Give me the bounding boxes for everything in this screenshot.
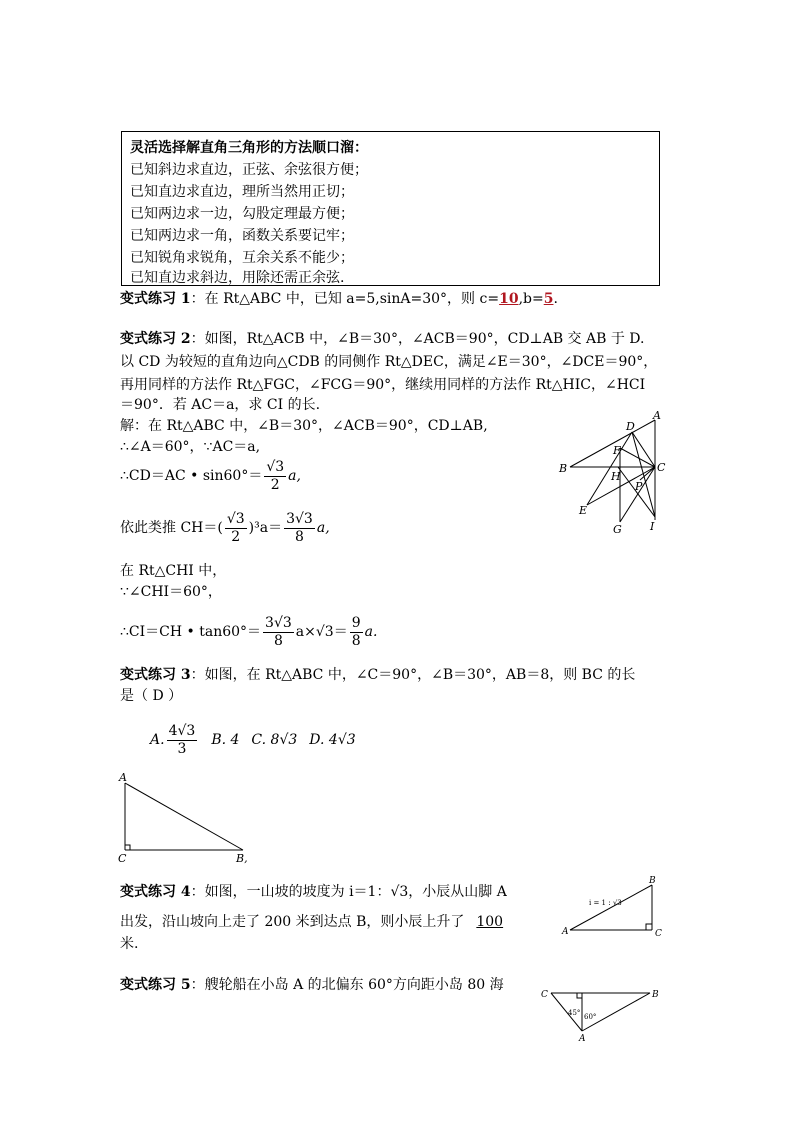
exercise-1-b-answer: 5 — [543, 291, 554, 307]
fraction-num: 4√3 — [168, 723, 196, 740]
segment-dc — [632, 432, 655, 467]
solution-line-3-pre: ∴CD＝AC • sin60°＝ — [120, 468, 263, 484]
fig4-slope-label: i = 1 : √3 — [589, 899, 622, 907]
fig2-label-i: I — [650, 520, 655, 533]
exercise-3-line-1 — [120, 668, 635, 682]
exercise-3-line-2: 是（ D ） — [120, 688, 183, 704]
solution-line-6: ∵∠CHI＝60°， — [120, 584, 222, 600]
exercise-4-line-3: 米. — [120, 936, 139, 952]
exercise-1-end: . — [553, 291, 558, 307]
right-angle-mark — [577, 993, 582, 998]
fraction-num: 3√3 — [265, 615, 292, 632]
segment-extra — [632, 432, 655, 517]
fig5-label-c: C — [541, 990, 548, 1000]
fig5-angle-45: 45° — [568, 1009, 581, 1017]
solution-line-2: ∴∠A＝60°，∵AC＝a, — [120, 439, 261, 455]
fraction-den: 2 — [270, 476, 280, 493]
exercise-1-label: 变式练习 1 — [120, 291, 191, 307]
fig3-label-c: C — [118, 852, 127, 865]
exercise-2-figure — [555, 408, 675, 538]
fig2-label-d: D — [626, 420, 635, 433]
rhyme-line-6: 已知直边求斜边，用除还需正余弦. — [130, 270, 345, 286]
exercise-4-answer: 100 — [476, 914, 504, 930]
solution-line-4-post: a, — [316, 520, 330, 536]
solution-line-5: 在 Rt△CHI 中， — [120, 563, 227, 579]
fraction-den: 8 — [273, 632, 283, 649]
fraction — [284, 511, 315, 544]
exercise-2-line-2: 以 CD 为较短的直角边向△CDB 的同侧作 Rt△DEC，满足∠E＝30°，∠DCE＝90°， — [120, 354, 658, 370]
rhyme-line-1: 已知斜边求直边，正弦、余弦很方便； — [130, 162, 368, 178]
fig5-label-b: B — [652, 990, 659, 1000]
segment-de — [587, 432, 632, 505]
solution-line-3 — [120, 456, 301, 496]
fraction — [225, 511, 247, 544]
segment-ab — [582, 993, 650, 1031]
fig2-label-p: P — [635, 480, 643, 493]
fig5-label-a: A — [579, 1034, 586, 1043]
segment-ab — [570, 885, 652, 930]
fig3-label-a: A — [119, 771, 127, 784]
exercise-3-figure — [115, 770, 255, 865]
rhyme-line-5: 已知锐角求锐角，互余关系不能少； — [130, 250, 354, 266]
fig2-label-a: A — [653, 409, 661, 422]
exercise-5-label: 变式练习 5 — [120, 977, 191, 993]
fig4-label-a: A — [562, 927, 569, 937]
exercise-2-line-4: ＝90°．若 AC＝a，求 CI 的长. — [120, 397, 321, 413]
fig2-label-c: C — [657, 461, 666, 474]
rhyme-line-4: 已知两边求一角，函数关系要记牢； — [130, 228, 354, 244]
exercise-4-text-1: ：如图，一山坡的坡度为 i＝1：√3，小辰从山脚 A — [190, 884, 507, 900]
exercise-5-line-1 — [120, 978, 504, 992]
right-angle-mark — [646, 924, 652, 930]
fraction — [350, 615, 363, 648]
solution-line-4 — [120, 508, 330, 548]
fig2-label-g: G — [613, 523, 622, 536]
solution-line-7-pre: ∴CI＝CH • tan60°＝ — [120, 624, 262, 640]
exercise-2-label: 变式练习 2 — [120, 331, 191, 347]
right-angle-mark — [125, 845, 130, 850]
fraction-num: √3 — [266, 459, 285, 476]
option-c: C. 8√3 — [251, 732, 298, 748]
fraction-num: 9 — [351, 615, 361, 632]
exercise-5-figure — [538, 983, 664, 1043]
solution-line-1: 解：在 Rt△ABC 中，∠B＝30°，∠ACB＝90°，CD⊥AB, — [120, 418, 488, 434]
exercise-5-text: ：艘轮船在小岛 A 的北偏东 60°方向距小岛 80 海 — [190, 977, 504, 993]
option-b: B. 4 — [211, 732, 240, 748]
exercise-2-line-1 — [120, 332, 644, 346]
fig4-label-b: B — [649, 876, 656, 886]
fraction — [264, 459, 286, 492]
exercise-4-figure — [560, 872, 665, 940]
solution-line-4-mid: )³a＝ — [248, 520, 283, 536]
exercise-2-line-3: 再用同样的方法作 Rt△FGC，∠FCG＝90°，继续用同样的方法作 Rt△HIC，∠HCI — [120, 377, 646, 393]
exercise-2-text-1: ：如图，Rt△ACB 中，∠B＝30°，∠ACB＝90°，CD⊥AB 交 AB 于 D. — [190, 331, 645, 347]
segment-ec — [587, 467, 655, 505]
exercise-4-text-2: 出发，沿山坡向上走了 200 米到达点 B，则小辰上升了 — [120, 914, 465, 930]
exercise-1 — [120, 292, 558, 306]
exercise-4-label: 变式练习 4 — [120, 884, 191, 900]
fig2-label-e: E — [579, 504, 588, 517]
solution-line-7-post: a. — [364, 624, 378, 640]
rhyme-title: 灵活选择解直角三角形的方法顺口溜： — [130, 140, 368, 156]
option-d: D. 4√3 — [309, 732, 356, 748]
fig4-label-c: C — [655, 929, 662, 939]
option-a-label: A. — [150, 732, 165, 748]
fraction-num: 3√3 — [286, 511, 313, 528]
solution-line-3-post: a, — [288, 468, 301, 484]
exercise-3-text-1: ：如图，在 Rt△ABC 中，∠C＝90°，∠B＝30°，AB＝8，则 BC 的长 — [190, 667, 636, 683]
fraction-num: √3 — [226, 511, 245, 528]
fig2-label-h: H — [611, 470, 621, 483]
rhyme-line-3: 已知两边求一边，勾股定理最方便； — [130, 206, 354, 222]
exercise-4-line-2 — [120, 915, 515, 929]
rhyme-line-2: 已知直边求直边，理所当然用正切； — [130, 184, 354, 200]
exercise-1-c-answer: 10 — [499, 291, 519, 307]
fig3-label-b: B, — [236, 852, 248, 865]
fraction-den: 8 — [351, 632, 361, 649]
fig2-label-b: B — [559, 462, 568, 475]
exercise-3-options — [150, 720, 356, 760]
exercise-1-mid: ,b= — [518, 291, 544, 307]
segment-ab — [125, 783, 243, 850]
exercise-1-text: ：在 Rt△ABC 中，已知 a=5,sinA=30°，则 c= — [190, 291, 500, 307]
fig5-angle-60: 60° — [584, 1013, 597, 1021]
fig2-label-f: F — [613, 444, 621, 457]
exercise-4-line-1 — [120, 885, 507, 899]
exercise-3-label: 变式练习 3 — [120, 667, 191, 683]
option-a-fraction — [167, 723, 198, 756]
solution-line-7 — [120, 612, 377, 652]
solution-line-4-pre: 依此类推 CH＝( — [120, 520, 223, 536]
segment-gc — [620, 467, 655, 522]
fraction — [263, 615, 294, 648]
fraction-den: 2 — [231, 528, 241, 545]
solution-line-7-mid: a×√3＝ — [295, 624, 348, 640]
fraction-den: 3 — [177, 740, 187, 757]
fraction-den: 8 — [295, 528, 304, 545]
